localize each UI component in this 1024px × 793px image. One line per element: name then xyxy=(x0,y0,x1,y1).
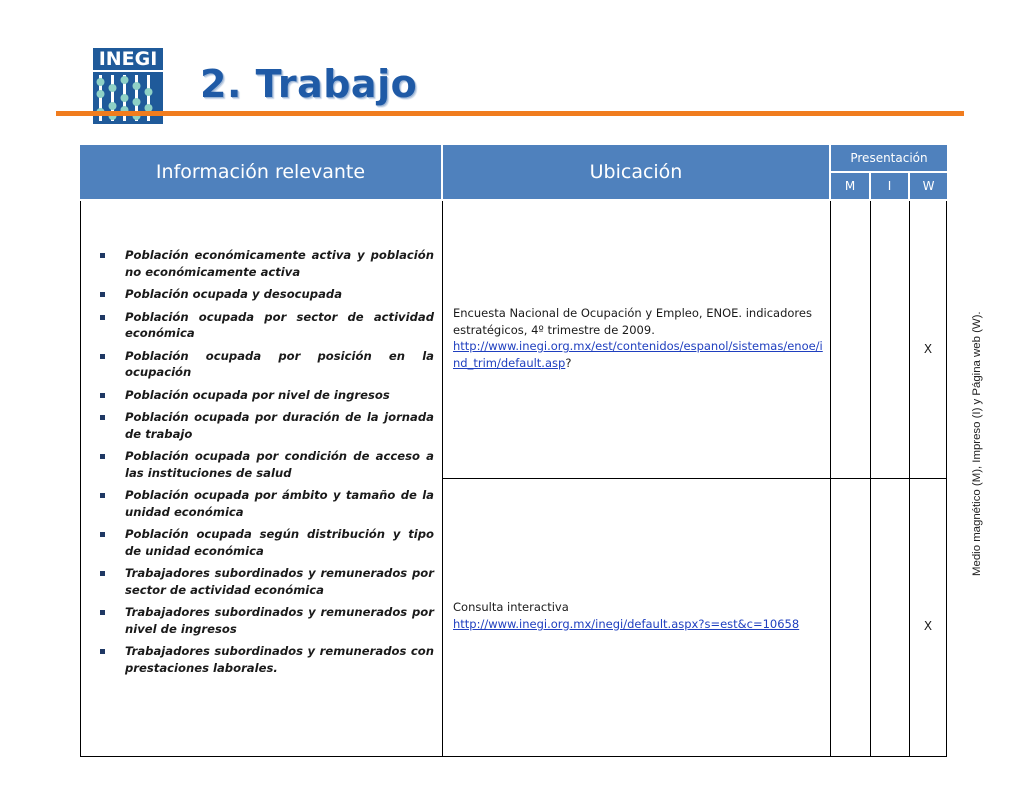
bullet-icon xyxy=(100,415,105,420)
ubicacion-enoe-text: Encuesta Nacional de Ocupación y Empleo, ENOE. indicadores estratégicos, 4º trimestre de 2009. xyxy=(453,306,812,337)
header-presentacion: Presentación xyxy=(831,145,947,171)
table-border xyxy=(442,201,443,757)
w-mark-row2: X xyxy=(923,619,933,633)
ubicacion-consulta xyxy=(453,599,825,632)
page-title: 2. Trabajo xyxy=(200,62,418,106)
table-border xyxy=(442,478,947,479)
bullet-icon xyxy=(100,493,105,498)
header-ubicacion: Ubicación xyxy=(443,145,829,199)
bullet-icon xyxy=(100,315,105,320)
bullet-icon xyxy=(100,610,105,615)
logo-text: INEGI xyxy=(93,48,163,70)
table-body xyxy=(80,201,947,757)
w-mark-row1: X xyxy=(923,342,933,356)
consulta-link[interactable]: http://www.inegi.org.mx/inegi/default.aspx?s=est&c=10658 xyxy=(453,616,800,631)
table-border xyxy=(80,201,81,757)
list-item: Población ocupada por sector de actividad económica xyxy=(98,309,434,342)
list-item: Población ocupada por duración de la jornada de trabajo xyxy=(98,409,434,442)
list-item: Trabajadores subordinados y remunerados por sector de actividad económica xyxy=(98,565,434,598)
bullet-icon xyxy=(100,393,105,398)
table-border xyxy=(830,201,831,757)
list-item: Población ocupada por ámbito y tamaño de la unidad económica xyxy=(98,487,434,520)
header-w: W xyxy=(910,173,947,199)
list-item: Trabajadores subordinados y remunerados por nivel de ingresos xyxy=(98,604,434,637)
table-border xyxy=(909,201,910,757)
list-item: Población ocupada por posición en la ocupación xyxy=(98,348,434,381)
list-item: Población ocupada por nivel de ingresos xyxy=(98,387,434,404)
list-item: Trabajadores subordinados y remunerados con prestaciones laborales. xyxy=(98,643,434,676)
bullet-icon xyxy=(100,292,105,297)
bullet-icon xyxy=(100,649,105,654)
header-m: M xyxy=(831,173,869,199)
table-border xyxy=(946,201,947,757)
logo-abacus-icon xyxy=(93,72,163,124)
list-item: Población ocupada por condición de acceso a las instituciones de salud xyxy=(98,448,434,481)
bullet-icon xyxy=(100,354,105,359)
bullet-icon xyxy=(100,571,105,576)
table-border xyxy=(80,756,947,757)
side-legend: Medio magnético (M), Impreso (I) y Página web (W). xyxy=(971,311,983,576)
info-list xyxy=(98,247,434,682)
list-item: Población ocupada y desocupada xyxy=(98,286,434,303)
list-item: Población ocupada según distribución y tipo de unidad económica xyxy=(98,526,434,559)
header-informacion: Información relevante xyxy=(80,145,441,199)
bullet-icon xyxy=(100,532,105,537)
bullet-icon xyxy=(100,253,105,258)
header-divider xyxy=(56,111,964,116)
ubicacion-enoe xyxy=(453,305,825,371)
ubicacion-consulta-text: Consulta interactiva xyxy=(453,600,569,614)
header-i: I xyxy=(871,173,908,199)
list-item: Población económicamente activa y población no económicamente activa xyxy=(98,247,434,280)
enoe-link-suffix: ? xyxy=(565,355,572,370)
table-border xyxy=(870,201,871,757)
enoe-link[interactable]: http://www.inegi.org.mx/est/contenidos/espanol/sistemas/enoe/ind_trim/default.asp xyxy=(453,339,823,370)
info-table xyxy=(80,145,947,757)
bullet-icon xyxy=(100,454,105,459)
